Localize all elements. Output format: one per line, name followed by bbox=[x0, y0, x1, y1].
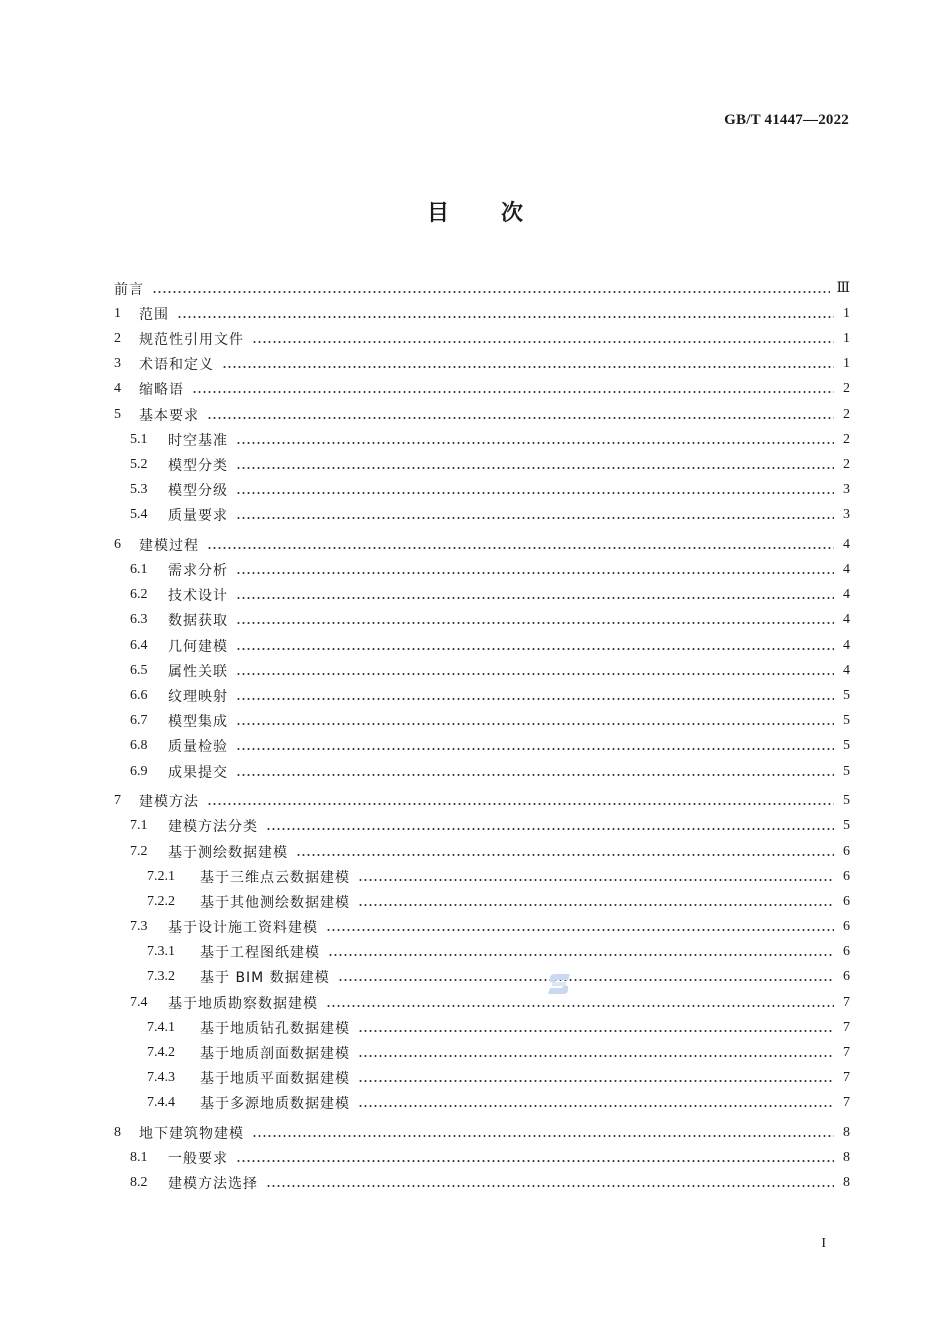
toc-entry-page: 3 bbox=[843, 482, 850, 498]
toc-entry[interactable] bbox=[114, 1066, 850, 1091]
toc-entry[interactable] bbox=[114, 864, 850, 889]
toc-entry-page: 5 bbox=[843, 818, 850, 834]
toc-entry[interactable] bbox=[114, 452, 850, 477]
toc-entry-number: 2 bbox=[114, 330, 121, 346]
toc-entry-page: 2 bbox=[843, 381, 850, 397]
toc-entry-page: 5 bbox=[843, 713, 850, 729]
toc-leader-dots bbox=[326, 996, 834, 1010]
toc-entry-page: 7 bbox=[843, 1019, 850, 1035]
toc-leader-dots bbox=[358, 895, 834, 909]
toc-leader-dots bbox=[236, 1151, 834, 1165]
toc-entry-number: 6.3 bbox=[130, 612, 148, 628]
toc-leader-dots bbox=[177, 307, 834, 321]
toc-entry[interactable] bbox=[114, 1091, 850, 1116]
toc-entry-label: 需求分析 bbox=[168, 563, 228, 580]
toc-leader-dots bbox=[236, 483, 834, 497]
toc-entry-label: 基于三维点云数据建模 bbox=[200, 869, 350, 886]
toc-entry[interactable] bbox=[114, 301, 850, 326]
toc-entry-page: 5 bbox=[843, 738, 850, 754]
toc-entry-label: 建模过程 bbox=[139, 537, 199, 554]
toc-entry-page: 4 bbox=[843, 637, 850, 653]
toc-entry-number: 1 bbox=[114, 305, 121, 321]
toc-entry-label: 范围 bbox=[139, 306, 169, 323]
toc-entry-page: 4 bbox=[843, 662, 850, 678]
toc-entry-page: 8 bbox=[843, 1124, 850, 1140]
toc-leader-dots bbox=[252, 332, 834, 346]
toc-entry-number: 7.4.1 bbox=[147, 1019, 175, 1035]
toc-entry-page: 6 bbox=[843, 944, 850, 960]
toc-entry-page: 6 bbox=[843, 919, 850, 935]
toc-entry-page: 4 bbox=[843, 536, 850, 552]
toc-entry-label: 建模方法 bbox=[139, 794, 199, 811]
toc-entry[interactable] bbox=[114, 427, 850, 452]
toc-entry-page: 1 bbox=[843, 356, 850, 372]
toc-entry-number: 8 bbox=[114, 1124, 121, 1140]
watermark-logo-icon bbox=[546, 972, 572, 996]
toc-entry-number: 7.2 bbox=[130, 843, 148, 859]
toc-entry-number: 4 bbox=[114, 381, 121, 397]
toc-entry-label: 技术设计 bbox=[168, 588, 228, 605]
toc-leader-dots bbox=[236, 689, 834, 703]
toc-entry-label: 属性关联 bbox=[168, 663, 228, 680]
toc-entry-label: 基于工程图纸建模 bbox=[200, 945, 320, 962]
toc-entry-label: 基于地质平面数据建模 bbox=[200, 1071, 350, 1088]
toc-entry-number: 7.3 bbox=[130, 919, 148, 935]
toc-entry[interactable] bbox=[114, 709, 850, 734]
toc-entry-page: 7 bbox=[843, 994, 850, 1010]
toc-entry-page: 4 bbox=[843, 612, 850, 628]
toc-entry[interactable] bbox=[114, 1040, 850, 1065]
toc-leader-dots bbox=[236, 588, 834, 602]
toc-entry-number: 6.8 bbox=[130, 738, 148, 754]
toc-leader-dots bbox=[358, 1021, 834, 1035]
toc-entry[interactable] bbox=[114, 789, 850, 814]
toc-leader-dots bbox=[236, 714, 834, 728]
toc-entry-number: 5 bbox=[114, 406, 121, 422]
toc-entry-number: 6.4 bbox=[130, 637, 148, 653]
toc-entry-label: 基于多源地质数据建模 bbox=[200, 1096, 350, 1113]
toc-entry-number: 7.4 bbox=[130, 994, 148, 1010]
toc-entry[interactable] bbox=[114, 914, 850, 939]
toc-entry-label: 基于设计施工资料建模 bbox=[168, 920, 318, 937]
toc-entry-label: 缩略语 bbox=[139, 382, 184, 399]
toc-entry-page: 5 bbox=[843, 793, 850, 809]
toc-entry-label: 质量要求 bbox=[168, 508, 228, 525]
toc-entry-page: 6 bbox=[843, 843, 850, 859]
table-of-contents bbox=[114, 276, 850, 1196]
toc-entry[interactable] bbox=[114, 557, 850, 582]
toc-entry-page: 8 bbox=[843, 1175, 850, 1191]
toc-entry-number: 6.7 bbox=[130, 713, 148, 729]
toc-entry-number: 7.4.3 bbox=[147, 1070, 175, 1086]
toc-entry-number: 7.3.1 bbox=[147, 944, 175, 960]
toc-entry-number: 6 bbox=[114, 536, 121, 552]
toc-entry-number: 7.2.1 bbox=[147, 868, 175, 884]
toc-leader-dots bbox=[338, 970, 834, 984]
toc-leader-dots bbox=[207, 794, 834, 808]
toc-entry-label: 建模方法选择 bbox=[168, 1176, 258, 1193]
toc-entry-number: 6.1 bbox=[130, 562, 148, 578]
toc-entry[interactable] bbox=[114, 352, 850, 377]
toc-entry-label: 术语和定义 bbox=[139, 357, 214, 374]
toc-entry-page: 6 bbox=[843, 893, 850, 909]
toc-entry-number: 5.1 bbox=[130, 431, 148, 447]
toc-entry-label: 模型分类 bbox=[168, 457, 228, 474]
toc-entry-page: 7 bbox=[843, 1070, 850, 1086]
toc-entry-page: 4 bbox=[843, 587, 850, 603]
toc-entry-number: 6.9 bbox=[130, 763, 148, 779]
toc-leader-dots bbox=[358, 870, 834, 884]
toc-leader-dots bbox=[222, 357, 834, 371]
toc-entry[interactable] bbox=[114, 1015, 850, 1040]
toc-entry-page: 1 bbox=[843, 330, 850, 346]
toc-entry[interactable] bbox=[114, 402, 850, 427]
toc-entry[interactable] bbox=[114, 940, 850, 965]
toc-entry-number: 7.1 bbox=[130, 818, 148, 834]
toc-entry-page: 5 bbox=[843, 763, 850, 779]
page-title: 目次 bbox=[426, 201, 575, 226]
toc-leader-dots bbox=[236, 433, 834, 447]
toc-entry-page: 8 bbox=[843, 1150, 850, 1166]
toc-entry-label: 规范性引用文件 bbox=[139, 331, 244, 348]
toc-entry-number: 7.2.2 bbox=[147, 893, 175, 909]
toc-entry[interactable] bbox=[114, 532, 850, 557]
toc-entry-label: 基于地质勘察数据建模 bbox=[168, 995, 318, 1012]
toc-entry-label: 质量检验 bbox=[168, 739, 228, 756]
toc-entry[interactable] bbox=[114, 683, 850, 708]
toc-entry-number: 5.3 bbox=[130, 482, 148, 498]
toc-leader-dots bbox=[326, 920, 834, 934]
toc-leader-dots bbox=[358, 1046, 834, 1060]
toc-leader-dots bbox=[236, 739, 834, 753]
toc-entry-number: 8.1 bbox=[130, 1150, 148, 1166]
toc-leader-dots bbox=[152, 282, 830, 296]
toc-leader-dots bbox=[266, 819, 834, 833]
toc-entry-number: 6.5 bbox=[130, 662, 148, 678]
toc-entry-label: 模型集成 bbox=[168, 714, 228, 731]
toc-leader-dots bbox=[358, 1096, 834, 1110]
toc-entry[interactable] bbox=[114, 1120, 850, 1145]
toc-entry[interactable] bbox=[114, 839, 850, 864]
toc-leader-dots bbox=[252, 1126, 834, 1140]
toc-entry-number: 8.2 bbox=[130, 1175, 148, 1191]
toc-entry-label: 成果提交 bbox=[168, 764, 228, 781]
toc-entry-page: 2 bbox=[843, 456, 850, 472]
toc-entry[interactable] bbox=[114, 965, 850, 990]
toc-entry-page: 2 bbox=[843, 406, 850, 422]
toc-entry-number: 7 bbox=[114, 793, 121, 809]
toc-entry-page: 6 bbox=[843, 868, 850, 884]
toc-leader-dots bbox=[236, 639, 834, 653]
toc-entry[interactable] bbox=[114, 889, 850, 914]
toc-leader-dots bbox=[266, 1176, 834, 1190]
toc-leader-dots bbox=[358, 1071, 834, 1085]
toc-entry-number: 7.4.2 bbox=[147, 1045, 175, 1060]
toc-entry[interactable] bbox=[114, 583, 850, 608]
toc-entry[interactable] bbox=[114, 990, 850, 1015]
toc-entry-label: 模型分级 bbox=[168, 483, 228, 500]
toc-entry[interactable] bbox=[114, 1171, 850, 1196]
toc-entry[interactable] bbox=[114, 608, 850, 633]
toc-leader-dots bbox=[207, 408, 834, 422]
toc-entry[interactable] bbox=[114, 734, 850, 759]
toc-entry-page: 3 bbox=[843, 507, 850, 523]
toc-entry[interactable] bbox=[114, 1146, 850, 1171]
toc-entry-label: 一般要求 bbox=[168, 1151, 228, 1168]
toc-entry-number: 7.3.2 bbox=[147, 969, 175, 985]
toc-entry-label: 建模方法分类 bbox=[168, 819, 258, 836]
toc-entry-number: 6.6 bbox=[130, 687, 148, 703]
toc-leader-dots bbox=[236, 508, 834, 522]
toc-entry-label: 地下建筑物建模 bbox=[139, 1125, 244, 1142]
toc-entry-page: Ⅲ bbox=[836, 281, 850, 297]
toc-entry-number: 5.2 bbox=[130, 456, 148, 472]
toc-entry-number: 6.2 bbox=[130, 587, 148, 603]
toc-leader-dots bbox=[236, 458, 834, 472]
toc-entry[interactable] bbox=[114, 478, 850, 503]
toc-entry-label: 基于测绘数据建模 bbox=[168, 844, 288, 861]
toc-entry-number: 7.4.4 bbox=[147, 1095, 175, 1111]
toc-entry-page: 5 bbox=[843, 687, 850, 703]
toc-entry-label: 前言 bbox=[114, 281, 144, 298]
toc-entry-label: 基于地质剖面数据建模 bbox=[200, 1046, 350, 1062]
toc-entry-page: 2 bbox=[843, 431, 850, 447]
toc-entry[interactable] bbox=[114, 326, 850, 351]
standard-code: GB/T 41447—2022 bbox=[724, 112, 849, 128]
toc-entry[interactable] bbox=[114, 814, 850, 839]
toc-entry-label: 基于地质钻孔数据建模 bbox=[200, 1020, 350, 1037]
toc-entry-label: 数据获取 bbox=[168, 613, 228, 630]
toc-entry[interactable] bbox=[114, 276, 850, 301]
toc-entry-label: 时空基准 bbox=[168, 432, 228, 449]
toc-entry[interactable] bbox=[114, 759, 850, 784]
page-number: I bbox=[821, 1236, 826, 1251]
toc-entry-page: 4 bbox=[843, 562, 850, 578]
toc-entry-page: 7 bbox=[843, 1095, 850, 1111]
toc-entry-label: 纹理映射 bbox=[168, 688, 228, 705]
toc-leader-dots bbox=[207, 538, 834, 552]
toc-entry[interactable] bbox=[114, 633, 850, 658]
toc-entry-page: 1 bbox=[843, 305, 850, 321]
toc-entry[interactable] bbox=[114, 377, 850, 402]
toc-entry-page: 6 bbox=[843, 969, 850, 985]
toc-leader-dots bbox=[236, 613, 834, 627]
toc-entry-label: 基于 BIM 数据建模 bbox=[200, 970, 330, 987]
toc-entry-number: 5.4 bbox=[130, 507, 148, 523]
toc-leader-dots bbox=[236, 765, 834, 779]
toc-entry-page: 7 bbox=[843, 1045, 850, 1060]
toc-leader-dots bbox=[192, 382, 834, 396]
toc-leader-dots bbox=[328, 945, 834, 959]
toc-leader-dots bbox=[296, 845, 834, 859]
toc-entry[interactable] bbox=[114, 503, 850, 528]
toc-entry-label: 几何建模 bbox=[168, 638, 228, 655]
toc-leader-dots bbox=[236, 563, 834, 577]
toc-entry[interactable] bbox=[114, 658, 850, 683]
toc-entry-label: 基于其他测绘数据建模 bbox=[200, 894, 350, 911]
toc-leader-dots bbox=[236, 664, 834, 678]
toc-entry-label: 基本要求 bbox=[139, 407, 199, 424]
toc-entry-number: 3 bbox=[114, 356, 121, 372]
